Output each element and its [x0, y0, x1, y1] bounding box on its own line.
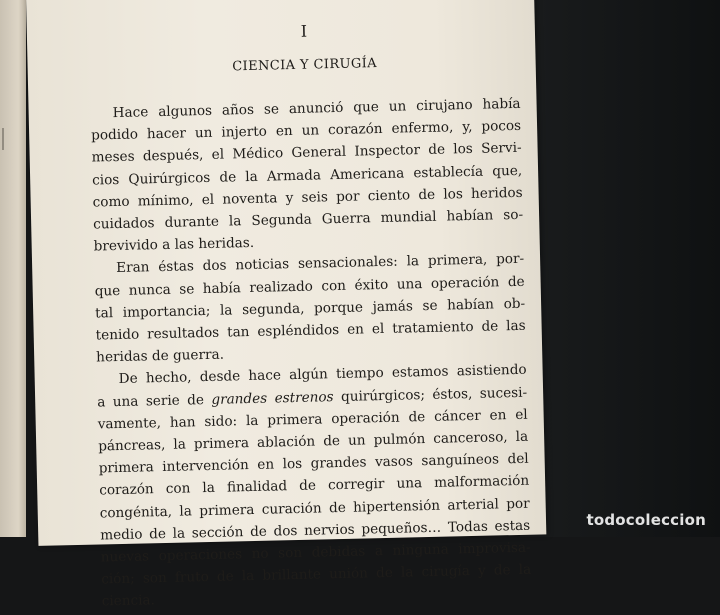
text-line: meses después, el Médico General Inspector de los Servi- [91, 140, 522, 166]
dark-background [520, 0, 720, 537]
watermark-logo: todocoleccion [586, 511, 706, 529]
text-line: tenido resultados tan espléndidos en el tratamiento de las [95, 317, 526, 344]
page-edge-mark [2, 128, 14, 150]
text-line: nuevas operaciones no son debidas a ninguna improvisa- [100, 539, 531, 566]
text-line: congénita, la primera curación de hipertensión arterial por [99, 495, 530, 522]
text-line: medio de la sección de dos nervios pequeños… Todas estas [100, 517, 531, 544]
text-line: páncreas, la primera ablación de un pulmón canceroso, la [98, 428, 529, 455]
text-line: Eran éstas dos noticias sensacionales: la primera, por- [116, 251, 525, 277]
chapter-body [90, 93, 531, 613]
book-page [26, 0, 546, 610]
text-line: cuidados durante la Segunda Guerra mundial habían so- [93, 206, 524, 233]
text-line: como mínimo, el noventa y seis por ciento de los heridos [92, 184, 523, 211]
text-line: a una serie de grandes estrenos quirúrgicos; éstos, sucesi- [97, 384, 528, 411]
text-line: De hecho, desde hace algún tiempo estamos asistiendo [118, 362, 527, 388]
text-line: vamente, han sido: la primera operación de cáncer en el [97, 406, 528, 433]
text-line: cios Quirúrgicos de la Armada Americana establecía que, [92, 162, 523, 189]
text-line: heridas de guerra. [96, 346, 225, 366]
text-line: ciencia. [101, 592, 156, 610]
text-line: que nunca se había realizado con éxito una operación de [94, 273, 525, 300]
text-line: brevivido a las heridas. [93, 235, 255, 255]
text-line: primera intervención en los grandes vasos sanguíneos del [98, 450, 529, 477]
italic-phrase: grandes estrenos [211, 388, 334, 408]
text-line: corazón con la finalidad de corregir una malformación [99, 473, 530, 499]
text-line: podido hacer un injerto en un corazón enfermo, y, pocos [91, 118, 522, 144]
adjacent-page-edge [0, 0, 26, 537]
text-line: ción; son fruto de la brillante unión de la cirugía y de la [101, 561, 532, 588]
chapter-number: I [300, 21, 308, 41]
chapter-title: CIENCIA Y CIRUGÍA [232, 56, 378, 75]
text-line: tal importancia; la segunda, porque jamás se habían ob- [95, 295, 526, 322]
text-line: Hace algunos años se anunció que un cirujano había [112, 95, 521, 122]
